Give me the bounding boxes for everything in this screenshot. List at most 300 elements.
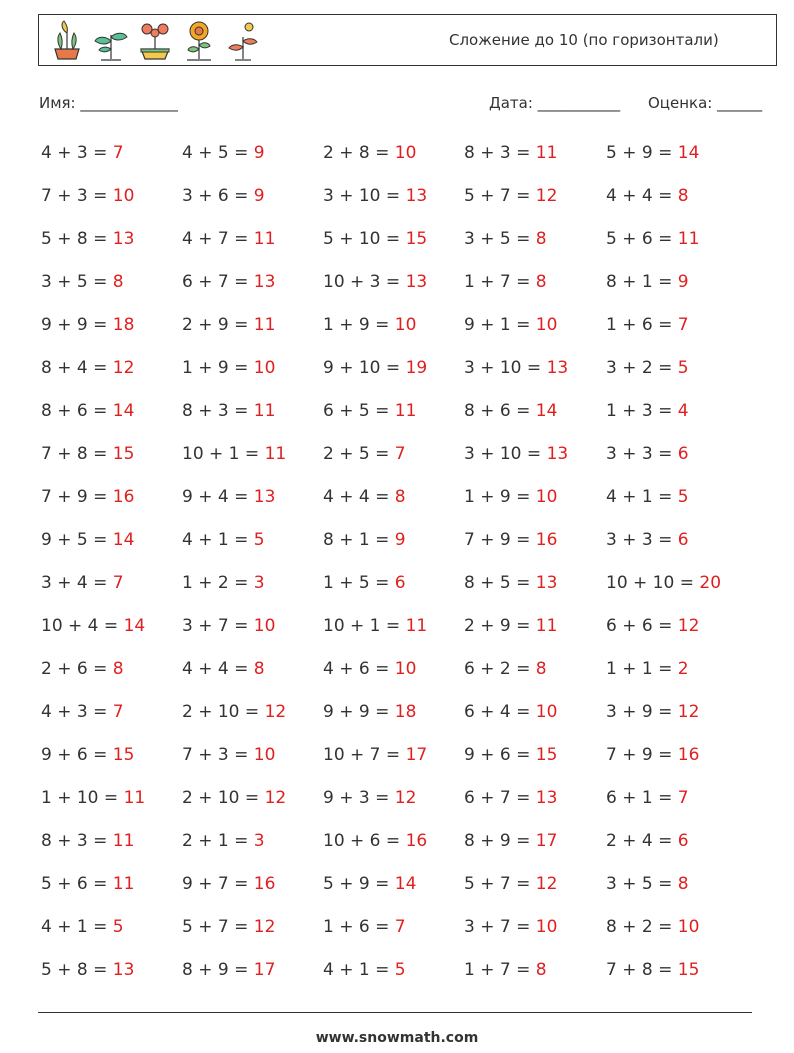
problem-question: 1 + 9 = xyxy=(464,487,536,507)
problem-question: 4 + 1 = xyxy=(41,917,113,937)
problem-item xyxy=(41,229,134,249)
problem-answer: 8 xyxy=(535,229,547,249)
problem-answer: 7 xyxy=(112,702,124,722)
problem-answer: 8 xyxy=(394,487,406,507)
problem-answer: 14 xyxy=(123,616,146,636)
problem-item xyxy=(41,745,134,765)
problem-answer: 15 xyxy=(112,444,135,464)
problem-question: 7 + 8 = xyxy=(41,444,113,464)
problem-question: 4 + 4 = xyxy=(182,659,254,679)
problem-item xyxy=(182,960,275,980)
problem-item xyxy=(182,917,275,937)
problem-answer: 16 xyxy=(253,874,276,894)
problem-question: 6 + 1 = xyxy=(606,788,678,808)
problem-answer: 11 xyxy=(535,616,558,636)
problem-item xyxy=(41,358,134,378)
problem-question: 8 + 1 = xyxy=(606,272,678,292)
seedling-icon xyxy=(91,19,131,63)
problem-item xyxy=(606,358,689,378)
problem-answer: 5 xyxy=(677,487,689,507)
problem-question: 5 + 7 = xyxy=(464,186,536,206)
problem-answer: 9 xyxy=(253,143,265,163)
problem-answer: 14 xyxy=(394,874,417,894)
problem-answer: 11 xyxy=(112,831,135,851)
problem-answer: 10 xyxy=(535,487,558,507)
problem-answer: 10 xyxy=(677,917,700,937)
problem-question: 2 + 4 = xyxy=(606,831,678,851)
problem-question: 8 + 2 = xyxy=(606,917,678,937)
problem-answer: 13 xyxy=(253,487,276,507)
problem-item xyxy=(606,960,699,980)
problem-item xyxy=(182,616,275,636)
problem-answer: 13 xyxy=(112,960,135,980)
problem-answer: 12 xyxy=(535,874,558,894)
problem-item xyxy=(182,444,286,464)
problem-answer: 6 xyxy=(394,573,406,593)
problem-question: 5 + 6 = xyxy=(606,229,678,249)
problem-question: 2 + 9 = xyxy=(464,616,536,636)
problem-answer: 12 xyxy=(264,788,287,808)
problem-answer: 7 xyxy=(112,143,124,163)
problem-item xyxy=(323,702,416,722)
problem-question: 8 + 3 = xyxy=(41,831,113,851)
problem-question: 4 + 7 = xyxy=(182,229,254,249)
problem-question: 6 + 4 = xyxy=(464,702,536,722)
problem-item xyxy=(41,831,134,851)
problem-item xyxy=(606,616,699,636)
problem-item xyxy=(606,702,699,722)
problem-answer: 20 xyxy=(699,573,722,593)
problem-question: 8 + 5 = xyxy=(464,573,536,593)
problem-question: 1 + 9 = xyxy=(323,315,395,335)
problem-item xyxy=(464,358,568,378)
problem-item xyxy=(464,143,557,163)
problem-question: 3 + 10 = xyxy=(323,186,406,206)
problem-question: 9 + 9 = xyxy=(41,315,113,335)
problem-item xyxy=(464,788,557,808)
problem-answer: 8 xyxy=(112,659,124,679)
problem-item xyxy=(606,143,699,163)
problem-question: 4 + 5 = xyxy=(182,143,254,163)
problem-answer: 10 xyxy=(535,315,558,335)
problem-question: 3 + 2 = xyxy=(606,358,678,378)
problem-question: 5 + 7 = xyxy=(464,874,536,894)
problem-answer: 11 xyxy=(253,315,276,335)
problem-question: 9 + 7 = xyxy=(182,874,254,894)
problem-question: 3 + 10 = xyxy=(464,444,547,464)
problem-item xyxy=(464,917,557,937)
problem-item xyxy=(606,831,689,851)
problem-answer: 10 xyxy=(394,143,417,163)
problem-question: 2 + 10 = xyxy=(182,702,265,722)
problem-question: 4 + 3 = xyxy=(41,702,113,722)
problem-item xyxy=(41,874,134,894)
problem-item xyxy=(464,186,557,206)
problem-question: 5 + 8 = xyxy=(41,229,113,249)
problem-question: 1 + 1 = xyxy=(606,659,678,679)
problem-question: 9 + 3 = xyxy=(323,788,395,808)
problem-answer: 3 xyxy=(253,831,265,851)
problem-item xyxy=(41,917,124,937)
problem-answer: 13 xyxy=(112,229,135,249)
problem-item xyxy=(41,659,124,679)
problem-answer: 10 xyxy=(253,358,276,378)
problem-answer: 8 xyxy=(677,874,689,894)
problem-question: 4 + 1 = xyxy=(323,960,395,980)
problem-question: 1 + 10 = xyxy=(41,788,124,808)
problem-answer: 7 xyxy=(677,788,689,808)
problem-answer: 18 xyxy=(112,315,135,335)
footer-site: www.snowmath.com xyxy=(315,1030,479,1046)
problem-question: 6 + 2 = xyxy=(464,659,536,679)
problem-question: 7 + 8 = xyxy=(606,960,678,980)
problem-answer: 11 xyxy=(677,229,700,249)
problem-item xyxy=(323,358,427,378)
problem-question: 6 + 6 = xyxy=(606,616,678,636)
sunflower-icon xyxy=(179,19,219,63)
problem-item xyxy=(182,315,275,335)
problem-item xyxy=(323,831,427,851)
problem-answer: 17 xyxy=(405,745,428,765)
problem-answer: 13 xyxy=(405,186,428,206)
problem-question: 2 + 5 = xyxy=(323,444,395,464)
problem-question: 8 + 9 = xyxy=(182,960,254,980)
problem-question: 7 + 9 = xyxy=(464,530,536,550)
problem-item xyxy=(41,315,134,335)
problem-question: 10 + 1 = xyxy=(323,616,406,636)
problem-question: 2 + 9 = xyxy=(182,315,254,335)
problem-item xyxy=(464,487,557,507)
problem-answer: 12 xyxy=(253,917,276,937)
problem-item xyxy=(464,401,557,421)
problem-question: 6 + 7 = xyxy=(182,272,254,292)
problem-item xyxy=(606,788,689,808)
problem-item xyxy=(464,702,557,722)
problem-answer: 12 xyxy=(112,358,135,378)
problem-item xyxy=(182,788,286,808)
problem-answer: 15 xyxy=(405,229,428,249)
problem-item xyxy=(41,960,134,980)
problem-question: 8 + 3 = xyxy=(182,401,254,421)
problem-item xyxy=(41,702,124,722)
problem-question: 10 + 10 = xyxy=(606,573,700,593)
potted-plant-icon xyxy=(47,19,87,63)
problem-answer: 3 xyxy=(253,573,265,593)
problem-item xyxy=(323,487,406,507)
problem-item xyxy=(41,573,124,593)
problem-answer: 11 xyxy=(394,401,417,421)
problem-answer: 18 xyxy=(394,702,417,722)
problem-item xyxy=(182,186,265,206)
problem-item xyxy=(41,444,134,464)
problem-question: 4 + 3 = xyxy=(41,143,113,163)
problem-question: 10 + 3 = xyxy=(323,272,406,292)
problem-answer: 12 xyxy=(535,186,558,206)
problem-item xyxy=(323,659,416,679)
problem-answer: 11 xyxy=(405,616,428,636)
problem-answer: 10 xyxy=(394,315,417,335)
problem-item xyxy=(323,573,406,593)
problem-item xyxy=(182,874,275,894)
problem-item xyxy=(41,401,134,421)
problem-item xyxy=(606,315,689,335)
problem-item xyxy=(41,143,124,163)
problem-item xyxy=(606,530,689,550)
problem-question: 9 + 6 = xyxy=(41,745,113,765)
problem-answer: 8 xyxy=(112,272,124,292)
problem-answer: 13 xyxy=(546,358,569,378)
problem-answer: 2 xyxy=(677,659,689,679)
problem-answer: 13 xyxy=(535,573,558,593)
problem-answer: 16 xyxy=(677,745,700,765)
problem-question: 2 + 6 = xyxy=(41,659,113,679)
problem-question: 3 + 5 = xyxy=(606,874,678,894)
problem-answer: 19 xyxy=(405,358,428,378)
problem-item xyxy=(606,874,689,894)
problem-item xyxy=(464,831,557,851)
problem-answer: 6 xyxy=(677,831,689,851)
problem-answer: 11 xyxy=(264,444,287,464)
problem-question: 9 + 5 = xyxy=(41,530,113,550)
problem-question: 5 + 9 = xyxy=(606,143,678,163)
worksheet-title: Сложение до 10 (по горизонтали) xyxy=(449,31,719,49)
problem-item xyxy=(323,616,427,636)
problem-question: 10 + 7 = xyxy=(323,745,406,765)
problem-item xyxy=(464,315,557,335)
problem-answer: 15 xyxy=(112,745,135,765)
problem-item xyxy=(323,874,416,894)
problem-answer: 14 xyxy=(535,401,558,421)
problem-question: 10 + 4 = xyxy=(41,616,124,636)
problem-question: 5 + 9 = xyxy=(323,874,395,894)
problem-answer: 9 xyxy=(677,272,689,292)
problem-answer: 14 xyxy=(677,143,700,163)
problem-answer: 5 xyxy=(112,917,124,937)
problem-answer: 16 xyxy=(112,487,135,507)
problem-answer: 14 xyxy=(112,401,135,421)
problem-question: 2 + 1 = xyxy=(182,831,254,851)
problem-item xyxy=(606,444,689,464)
problem-question: 8 + 1 = xyxy=(323,530,395,550)
problem-question: 9 + 4 = xyxy=(182,487,254,507)
problem-question: 8 + 6 = xyxy=(41,401,113,421)
problem-item xyxy=(464,659,547,679)
problem-answer: 8 xyxy=(535,272,547,292)
problem-item xyxy=(182,745,275,765)
problem-item xyxy=(323,444,406,464)
problem-answer: 11 xyxy=(253,229,276,249)
problem-answer: 8 xyxy=(535,659,547,679)
problem-question: 8 + 4 = xyxy=(41,358,113,378)
problem-question: 7 + 3 = xyxy=(41,186,113,206)
problem-question: 3 + 7 = xyxy=(182,616,254,636)
problem-answer: 13 xyxy=(535,788,558,808)
problem-question: 1 + 7 = xyxy=(464,272,536,292)
problem-item xyxy=(606,186,689,206)
problem-item xyxy=(606,573,721,593)
problem-item xyxy=(606,272,689,292)
problem-answer: 8 xyxy=(677,186,689,206)
problem-answer: 9 xyxy=(253,186,265,206)
problem-item xyxy=(464,272,547,292)
problem-item xyxy=(464,874,557,894)
problem-answer: 5 xyxy=(253,530,265,550)
sprout-flower-icon xyxy=(223,19,263,63)
problem-answer: 10 xyxy=(253,616,276,636)
problem-item xyxy=(182,229,275,249)
problem-answer: 6 xyxy=(677,444,689,464)
problem-question: 8 + 9 = xyxy=(464,831,536,851)
problem-answer: 11 xyxy=(535,143,558,163)
problem-question: 1 + 6 = xyxy=(323,917,395,937)
problem-question: 6 + 7 = xyxy=(464,788,536,808)
problem-item xyxy=(182,530,265,550)
problem-question: 10 + 6 = xyxy=(323,831,406,851)
problem-item xyxy=(606,487,689,507)
problem-item xyxy=(41,616,145,636)
problem-item xyxy=(182,702,286,722)
problem-item xyxy=(182,831,265,851)
problem-item xyxy=(182,272,275,292)
problem-question: 2 + 8 = xyxy=(323,143,395,163)
problem-question: 9 + 6 = xyxy=(464,745,536,765)
problem-item xyxy=(606,401,689,421)
problem-answer: 16 xyxy=(535,530,558,550)
problem-item xyxy=(323,401,416,421)
problem-item xyxy=(323,272,427,292)
footer-divider xyxy=(38,1012,752,1013)
problem-answer: 12 xyxy=(394,788,417,808)
problem-answer: 9 xyxy=(394,530,406,550)
problem-item xyxy=(464,229,547,249)
problem-question: 1 + 3 = xyxy=(606,401,678,421)
problem-question: 5 + 8 = xyxy=(41,960,113,980)
problem-answer: 15 xyxy=(677,960,700,980)
problem-question: 7 + 9 = xyxy=(41,487,113,507)
problem-item xyxy=(464,530,557,550)
problem-item xyxy=(323,745,427,765)
problem-answer: 8 xyxy=(253,659,265,679)
problem-question: 3 + 4 = xyxy=(41,573,113,593)
problem-answer: 14 xyxy=(112,530,135,550)
problem-question: 3 + 6 = xyxy=(182,186,254,206)
problem-question: 3 + 10 = xyxy=(464,358,547,378)
problem-item xyxy=(182,659,265,679)
problem-answer: 13 xyxy=(405,272,428,292)
problem-question: 8 + 3 = xyxy=(464,143,536,163)
problem-item xyxy=(41,788,145,808)
problem-item xyxy=(606,229,699,249)
problem-question: 2 + 10 = xyxy=(182,788,265,808)
problem-answer: 15 xyxy=(535,745,558,765)
problem-answer: 7 xyxy=(394,444,406,464)
problem-item xyxy=(464,745,557,765)
flower-pot-icon xyxy=(135,19,175,63)
problem-item xyxy=(606,659,689,679)
problem-item xyxy=(464,960,547,980)
problem-question: 3 + 9 = xyxy=(606,702,678,722)
problem-answer: 12 xyxy=(677,702,700,722)
problem-question: 4 + 1 = xyxy=(606,487,678,507)
problem-answer: 13 xyxy=(253,272,276,292)
problem-item xyxy=(606,917,699,937)
problem-question: 4 + 4 = xyxy=(323,487,395,507)
problem-question: 6 + 5 = xyxy=(323,401,395,421)
problem-answer: 16 xyxy=(405,831,428,851)
problem-item xyxy=(323,788,416,808)
problem-item xyxy=(323,960,406,980)
problem-item xyxy=(323,315,416,335)
problem-item xyxy=(182,401,275,421)
problem-item xyxy=(323,186,427,206)
problem-answer: 10 xyxy=(394,659,417,679)
problem-item xyxy=(464,616,557,636)
problem-question: 3 + 3 = xyxy=(606,530,678,550)
problem-answer: 8 xyxy=(535,960,547,980)
problem-answer: 13 xyxy=(546,444,569,464)
problem-item xyxy=(464,444,568,464)
problem-answer: 17 xyxy=(535,831,558,851)
problem-item xyxy=(41,186,134,206)
problem-item xyxy=(41,487,134,507)
problem-question: 1 + 2 = xyxy=(182,573,254,593)
problem-question: 1 + 6 = xyxy=(606,315,678,335)
problem-item xyxy=(41,272,124,292)
score-field: Оценка: ______ xyxy=(648,94,763,112)
date-field: Дата: ___________ xyxy=(489,94,621,112)
problem-answer: 10 xyxy=(535,702,558,722)
problem-answer: 7 xyxy=(677,315,689,335)
problem-item xyxy=(323,917,406,937)
problem-question: 9 + 10 = xyxy=(323,358,406,378)
problem-question: 3 + 7 = xyxy=(464,917,536,937)
problem-question: 9 + 1 = xyxy=(464,315,536,335)
problem-question: 3 + 5 = xyxy=(41,272,113,292)
problem-question: 10 + 1 = xyxy=(182,444,265,464)
problem-item xyxy=(182,487,275,507)
problem-question: 4 + 4 = xyxy=(606,186,678,206)
problem-item xyxy=(182,143,265,163)
problem-question: 3 + 5 = xyxy=(464,229,536,249)
problem-item xyxy=(182,358,275,378)
problem-question: 4 + 1 = xyxy=(182,530,254,550)
problem-answer: 7 xyxy=(394,917,406,937)
problem-question: 1 + 5 = xyxy=(323,573,395,593)
problem-answer: 6 xyxy=(677,530,689,550)
problem-question: 5 + 10 = xyxy=(323,229,406,249)
name-field: Имя: _____________ xyxy=(39,94,178,112)
problem-answer: 12 xyxy=(264,702,287,722)
problem-answer: 12 xyxy=(677,616,700,636)
problem-answer: 11 xyxy=(112,874,135,894)
problem-item xyxy=(606,745,699,765)
problem-answer: 7 xyxy=(112,573,124,593)
problem-question: 7 + 3 = xyxy=(182,745,254,765)
problem-question: 5 + 7 = xyxy=(182,917,254,937)
problem-question: 8 + 6 = xyxy=(464,401,536,421)
problem-question: 5 + 6 = xyxy=(41,874,113,894)
problem-answer: 10 xyxy=(535,917,558,937)
problem-answer: 10 xyxy=(253,745,276,765)
problem-item xyxy=(41,530,134,550)
problem-question: 1 + 7 = xyxy=(464,960,536,980)
problem-question: 9 + 9 = xyxy=(323,702,395,722)
problem-item xyxy=(464,573,557,593)
problem-answer: 11 xyxy=(253,401,276,421)
problem-item xyxy=(182,573,265,593)
problem-answer: 5 xyxy=(677,358,689,378)
problem-item xyxy=(323,143,416,163)
